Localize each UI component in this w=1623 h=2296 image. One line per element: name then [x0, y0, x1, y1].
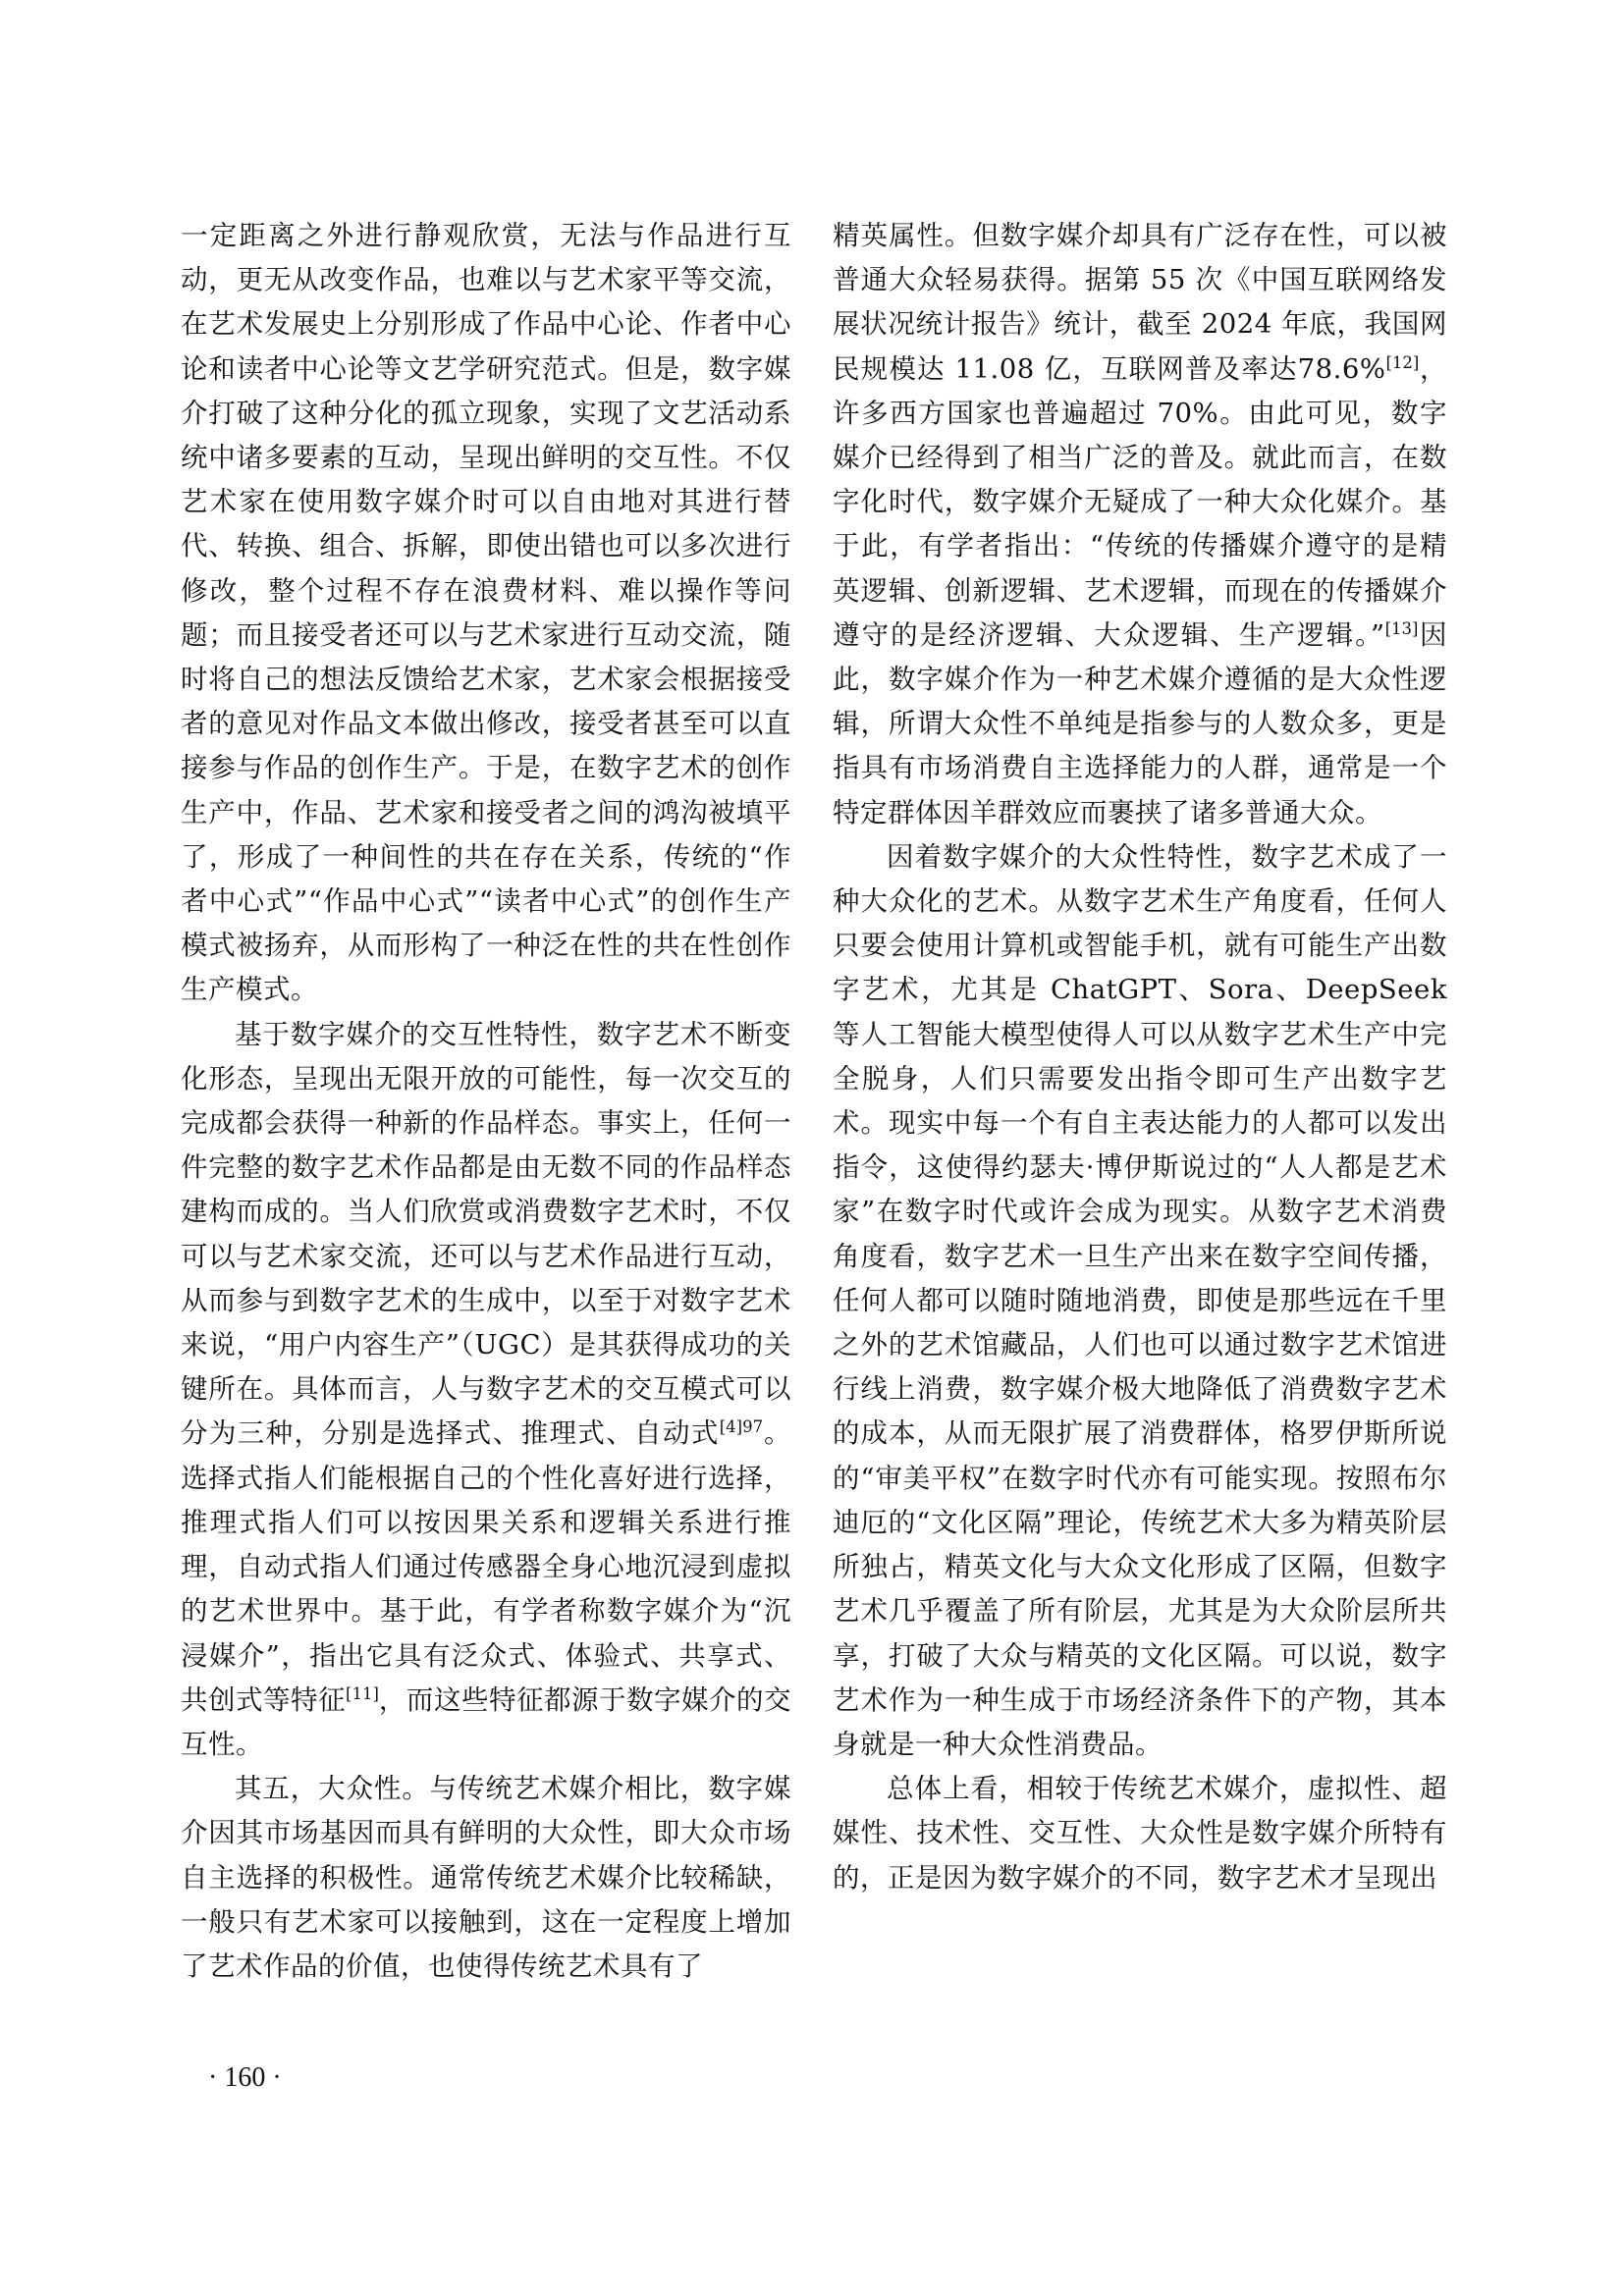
citation-marker: [4]97	[719, 1417, 764, 1437]
paragraph	[833, 835, 1447, 1767]
paragraph	[181, 214, 791, 1013]
paragraph-text: 一定距离之外进行静观欣赏，无法与作品进行互动，更无从改变作品，也难以与艺术家平等交流，在艺术发展史上分别形成了作品中心论、作者中心论和读者中心论等文艺学研究范式。但是，数字媒介打破了这种分化的孤立现象，实现了文艺活动系统中诸多要素的互动，呈现出鲜明的交互性。不仅艺术家在使用数字媒介时可以自由地对其进行替代、转换、组合、拆解，即使出错也可以多次进行修改，整个过程不存在浪费材料、难以操作等问题；而且接受者还可以与艺术家进行互动交流，随时将自己的想法反馈给艺术家，艺术家会根据接受者的意见对作品文本做出修改，接受者甚至可以直接参与作品的创作生产。于是，在数字艺术的创作生产中，作品、艺术家和接受者之间的鸿沟被填平了，形成了一种间性的共在存在关系，传统的“作者中心式”“作品中心式”“读者中心式”的创作生产模式被扬弃，从而形构了一种泛在性的共在性创作生产模式。	[181, 220, 791, 1006]
paragraph	[833, 1767, 1447, 1900]
paragraph-text: ，许多西方国家也普遍超过 70%。由此可见，数字媒介已经得到了相当广泛的普及。就此而言，在数字化时代，数字媒介无疑成了一种大众化媒介。基于此，有学者指出：“传统的传播媒介遵守的是精英逻辑、创新逻辑、艺术逻辑，而现在的传播媒介遵守的是经济逻辑、大众逻辑、生产逻辑。”	[833, 352, 1448, 651]
citation-marker: [13]	[1384, 618, 1419, 638]
paragraph-text: 。选择式指人们能根据自己的个性化喜好进行选择，推理式指人们可以按因果关系和逻辑关系进行推理，自动式指人们通过传感器全身心地沉浸到虚拟的艺术世界中。基于此，有学者称数字媒介为“沉浸媒介”，指出它具有泛众式、体验式、共享式、共创式等特征	[181, 1417, 792, 1716]
paragraph-text: 其五，大众性。与传统艺术媒介相比，数字媒介因其市场基因而具有鲜明的大众性，即大众市场自主选择的积极性。通常传统艺术媒介比较稀缺，一般只有艺术家可以接触到，这在一定程度上增加了艺术作品的价值，也使得传统艺术具有了	[181, 1773, 791, 1982]
paragraph-text: 精英属性。但数字媒介却具有广泛存在性，可以被普通大众轻易获得。据第 55 次《中国互联网络发展状况统计报告》统计，截至 2024 年底，我国网民规模达 11.08 亿，互联网普及率达78.6%	[833, 220, 1447, 385]
paragraph	[181, 1767, 791, 1989]
paragraph-text: 总体上看，相较于传统艺术媒介，虚拟性、超媒性、技术性、交互性、大众性是数字媒介所特有的，正是因为数字媒介的不同，数字艺术才呈现出	[833, 1773, 1447, 1894]
citation-marker: [11]	[346, 1683, 379, 1703]
page-number: · 160 ·	[208, 2062, 282, 2093]
right-column	[833, 214, 1447, 1900]
paragraph-text: 因此，数字媒介作为一种艺术媒介遵循的是大众性逻辑，所谓大众性不单纯是指参与的人数众多，更是指具有市场消费自主选择能力的人群，通常是一个特定群体因羊群效应而裹挟了诸多普通大众。	[833, 618, 1448, 828]
citation-marker: [12]	[1385, 352, 1420, 372]
paragraph-text: ，而这些特征都源于数字媒介的交互性。	[181, 1683, 792, 1760]
paragraph-text: 基于数字媒介的交互性特性，数字艺术不断变化形态，呈现出无限开放的可能性，每一次交互的完成都会获得一种新的作品样态。事实上，任何一件完整的数字艺术作品都是由无数不同的作品样态建构而成的。当人们欣赏或消费数字艺术时，不仅可以与艺术家交流，还可以与艺术作品进行互动，从而参与到数字艺术的生成中，以至于对数字艺术来说，“用户内容生产”（UGC）是其获得成功的关键所在。具体而言，人与数字艺术的交互模式可以分为三种，分别是选择式、推理式、自动式	[181, 1018, 791, 1450]
paragraph	[833, 214, 1447, 835]
paragraph-text: 因着数字媒介的大众性特性，数字艺术成了一种大众化的艺术。从数字艺术生产角度看，任何人只要会使用计算机或智能手机，就有可能生产出数字艺术，尤其是 ChatGPT、Sora、DeepSeek 等人工智能大模型使得人可以从数字艺术生产中完全脱身，人们只需要发出指令即可生产出数字艺术。现实中每一个有自主表达能力的人都可以发出指令，这使得约瑟夫·博伊斯说过的“人人都是艺术家”在数字时代或许会成为现实。从数字艺术消费角度看，数字艺术一旦生产出来在数字空间传播，任何人都可以随时随地消费，即使是那些远在千里之外的艺术馆藏品，人们也可以通过数字艺术馆进行线上消费，数字媒介极大地降低了消费数字艺术的成本，从而无限扩展了消费群体，格罗伊斯所说的“审美平权”在数字时代亦有可能实现。按照布尔迪厄的“文化区隔”理论，传统艺术大多为精英阶层所独占，精英文化与大众文化形成了区隔，但数字艺术几乎覆盖了所有阶层，尤其是为大众阶层所共享，打破了大众与精英的文化区隔。可以说，数字艺术作为一种生成于市场经济条件下的产物，其本身就是一种大众性消费品。	[833, 840, 1447, 1760]
left-column	[181, 214, 791, 1989]
paragraph	[181, 1013, 791, 1767]
